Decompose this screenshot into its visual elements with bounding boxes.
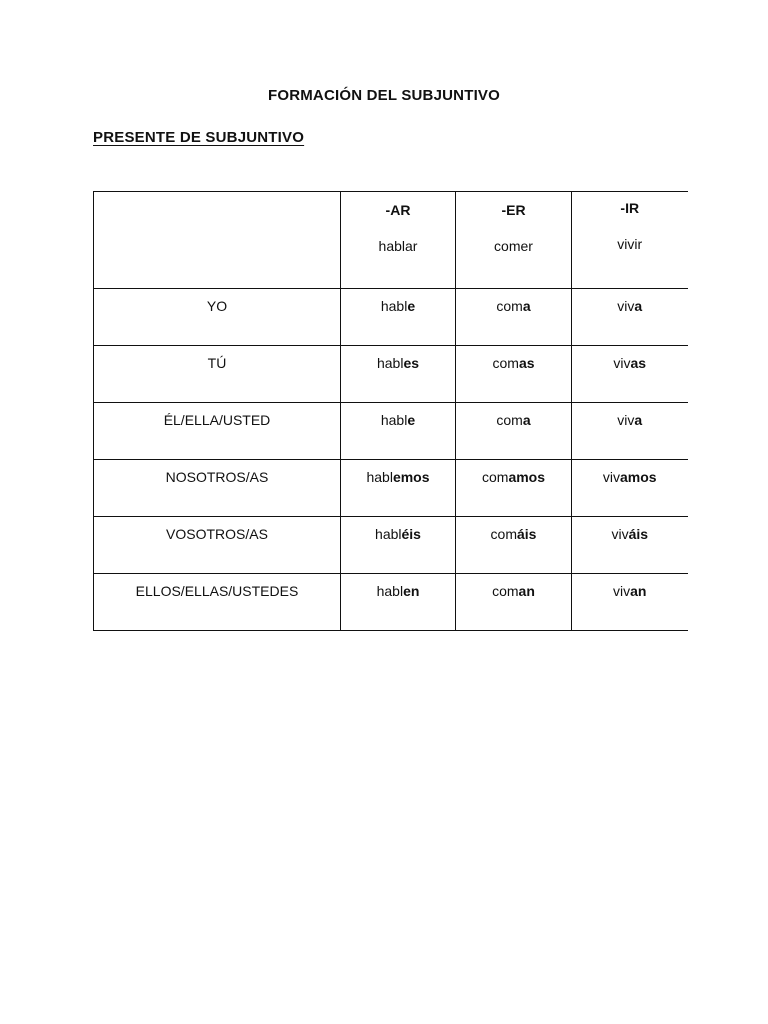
- pronoun-cell: [94, 460, 341, 517]
- table-row: [94, 460, 688, 517]
- header-cell-er: [456, 192, 572, 289]
- verb-ending: e: [407, 298, 416, 314]
- section-title: PRESENTE DE SUBJUNTIVO: [93, 129, 305, 146]
- verb-form-cell: [456, 346, 572, 403]
- header-ending: -AR: [385, 202, 411, 218]
- header-cell-ar: [341, 192, 456, 289]
- verb-form-cell: [341, 403, 456, 460]
- verb-ending: éis: [401, 526, 421, 542]
- verb-stem: habl: [376, 583, 404, 599]
- header-ending: -ER: [501, 202, 526, 218]
- document-title: FORMACIÓN DEL SUBJUNTIVO: [267, 87, 501, 104]
- header-ending: -IR: [620, 200, 640, 216]
- verb-form-cell: [572, 574, 688, 631]
- header-infinitive: vivir: [617, 236, 643, 252]
- verb-stem: habl: [380, 412, 408, 428]
- verb-form-cell: [456, 460, 572, 517]
- verb-ending: e: [407, 412, 416, 428]
- verb-ending: an: [518, 583, 535, 599]
- verb-form-cell: [341, 346, 456, 403]
- verb-stem: habl: [366, 469, 393, 485]
- verb-stem: viv: [613, 583, 631, 599]
- verb-ending: es: [403, 355, 420, 371]
- verb-form-cell: [341, 517, 456, 574]
- verb-form-cell: [572, 289, 688, 346]
- pronoun-label: NOSOTROS/AS: [165, 469, 269, 485]
- pronoun-label: VOSOTROS/AS: [166, 526, 268, 542]
- verb-ending: a: [522, 412, 531, 428]
- verb-ending: en: [403, 583, 420, 599]
- pronoun-cell: [94, 574, 341, 631]
- verb-form-cell: [341, 460, 456, 517]
- header-infinitive: hablar: [378, 238, 418, 254]
- verb-stem: com: [490, 526, 517, 542]
- header-infinitive: comer: [494, 238, 533, 254]
- verb-ending: a: [634, 298, 643, 314]
- verb-ending: áis: [628, 526, 649, 542]
- verb-form-cell: [456, 574, 572, 631]
- table-row: [94, 289, 688, 346]
- verb-form-cell: [341, 289, 456, 346]
- verb-ending: a: [634, 412, 643, 428]
- table-row: [94, 346, 688, 403]
- pronoun-label: TÚ: [207, 355, 227, 371]
- verb-stem: com: [496, 298, 523, 314]
- verb-stem: habl: [375, 526, 402, 542]
- pronoun-cell: [94, 346, 341, 403]
- verb-form-cell: [456, 289, 572, 346]
- verb-ending: as: [518, 355, 535, 371]
- verb-form-cell: [341, 574, 456, 631]
- table-row: [94, 403, 688, 460]
- verb-ending: áis: [516, 526, 537, 542]
- pronoun-label: ÉL/ELLA/USTED: [163, 412, 271, 428]
- table-row: [94, 574, 688, 631]
- pronoun-label: ELLOS/ELLAS/USTEDES: [135, 583, 299, 599]
- verb-form-cell: [572, 517, 688, 574]
- verb-stem: viv: [617, 412, 635, 428]
- verb-stem: viv: [611, 526, 629, 542]
- verb-stem: habl: [380, 298, 408, 314]
- verb-ending: emos: [392, 469, 430, 485]
- verb-form-cell: [456, 403, 572, 460]
- pronoun-cell: [94, 403, 341, 460]
- pronoun-label: YO: [206, 298, 228, 314]
- verb-ending: as: [630, 355, 647, 371]
- pronoun-cell: [94, 289, 341, 346]
- conjugation-table: [93, 191, 688, 631]
- table-row: [94, 517, 688, 574]
- verb-stem: viv: [613, 355, 631, 371]
- verb-form-cell: [456, 517, 572, 574]
- table-header-row: [94, 192, 688, 289]
- verb-ending: amos: [620, 469, 657, 485]
- verb-form-cell: [572, 346, 688, 403]
- header-cell-ir: [572, 192, 688, 289]
- verb-stem: com: [492, 583, 519, 599]
- verb-stem: habl: [376, 355, 404, 371]
- verb-stem: com: [481, 469, 509, 485]
- verb-ending: a: [522, 298, 531, 314]
- pronoun-cell: [94, 517, 341, 574]
- verb-form-cell: [572, 403, 688, 460]
- verb-stem: viv: [617, 298, 635, 314]
- verb-stem: viv: [602, 469, 621, 485]
- verb-form-cell: [572, 460, 688, 517]
- verb-stem: com: [496, 412, 523, 428]
- verb-ending: amos: [508, 469, 546, 485]
- verb-ending: an: [630, 583, 647, 599]
- header-empty-cell: [94, 192, 341, 289]
- verb-stem: com: [492, 355, 519, 371]
